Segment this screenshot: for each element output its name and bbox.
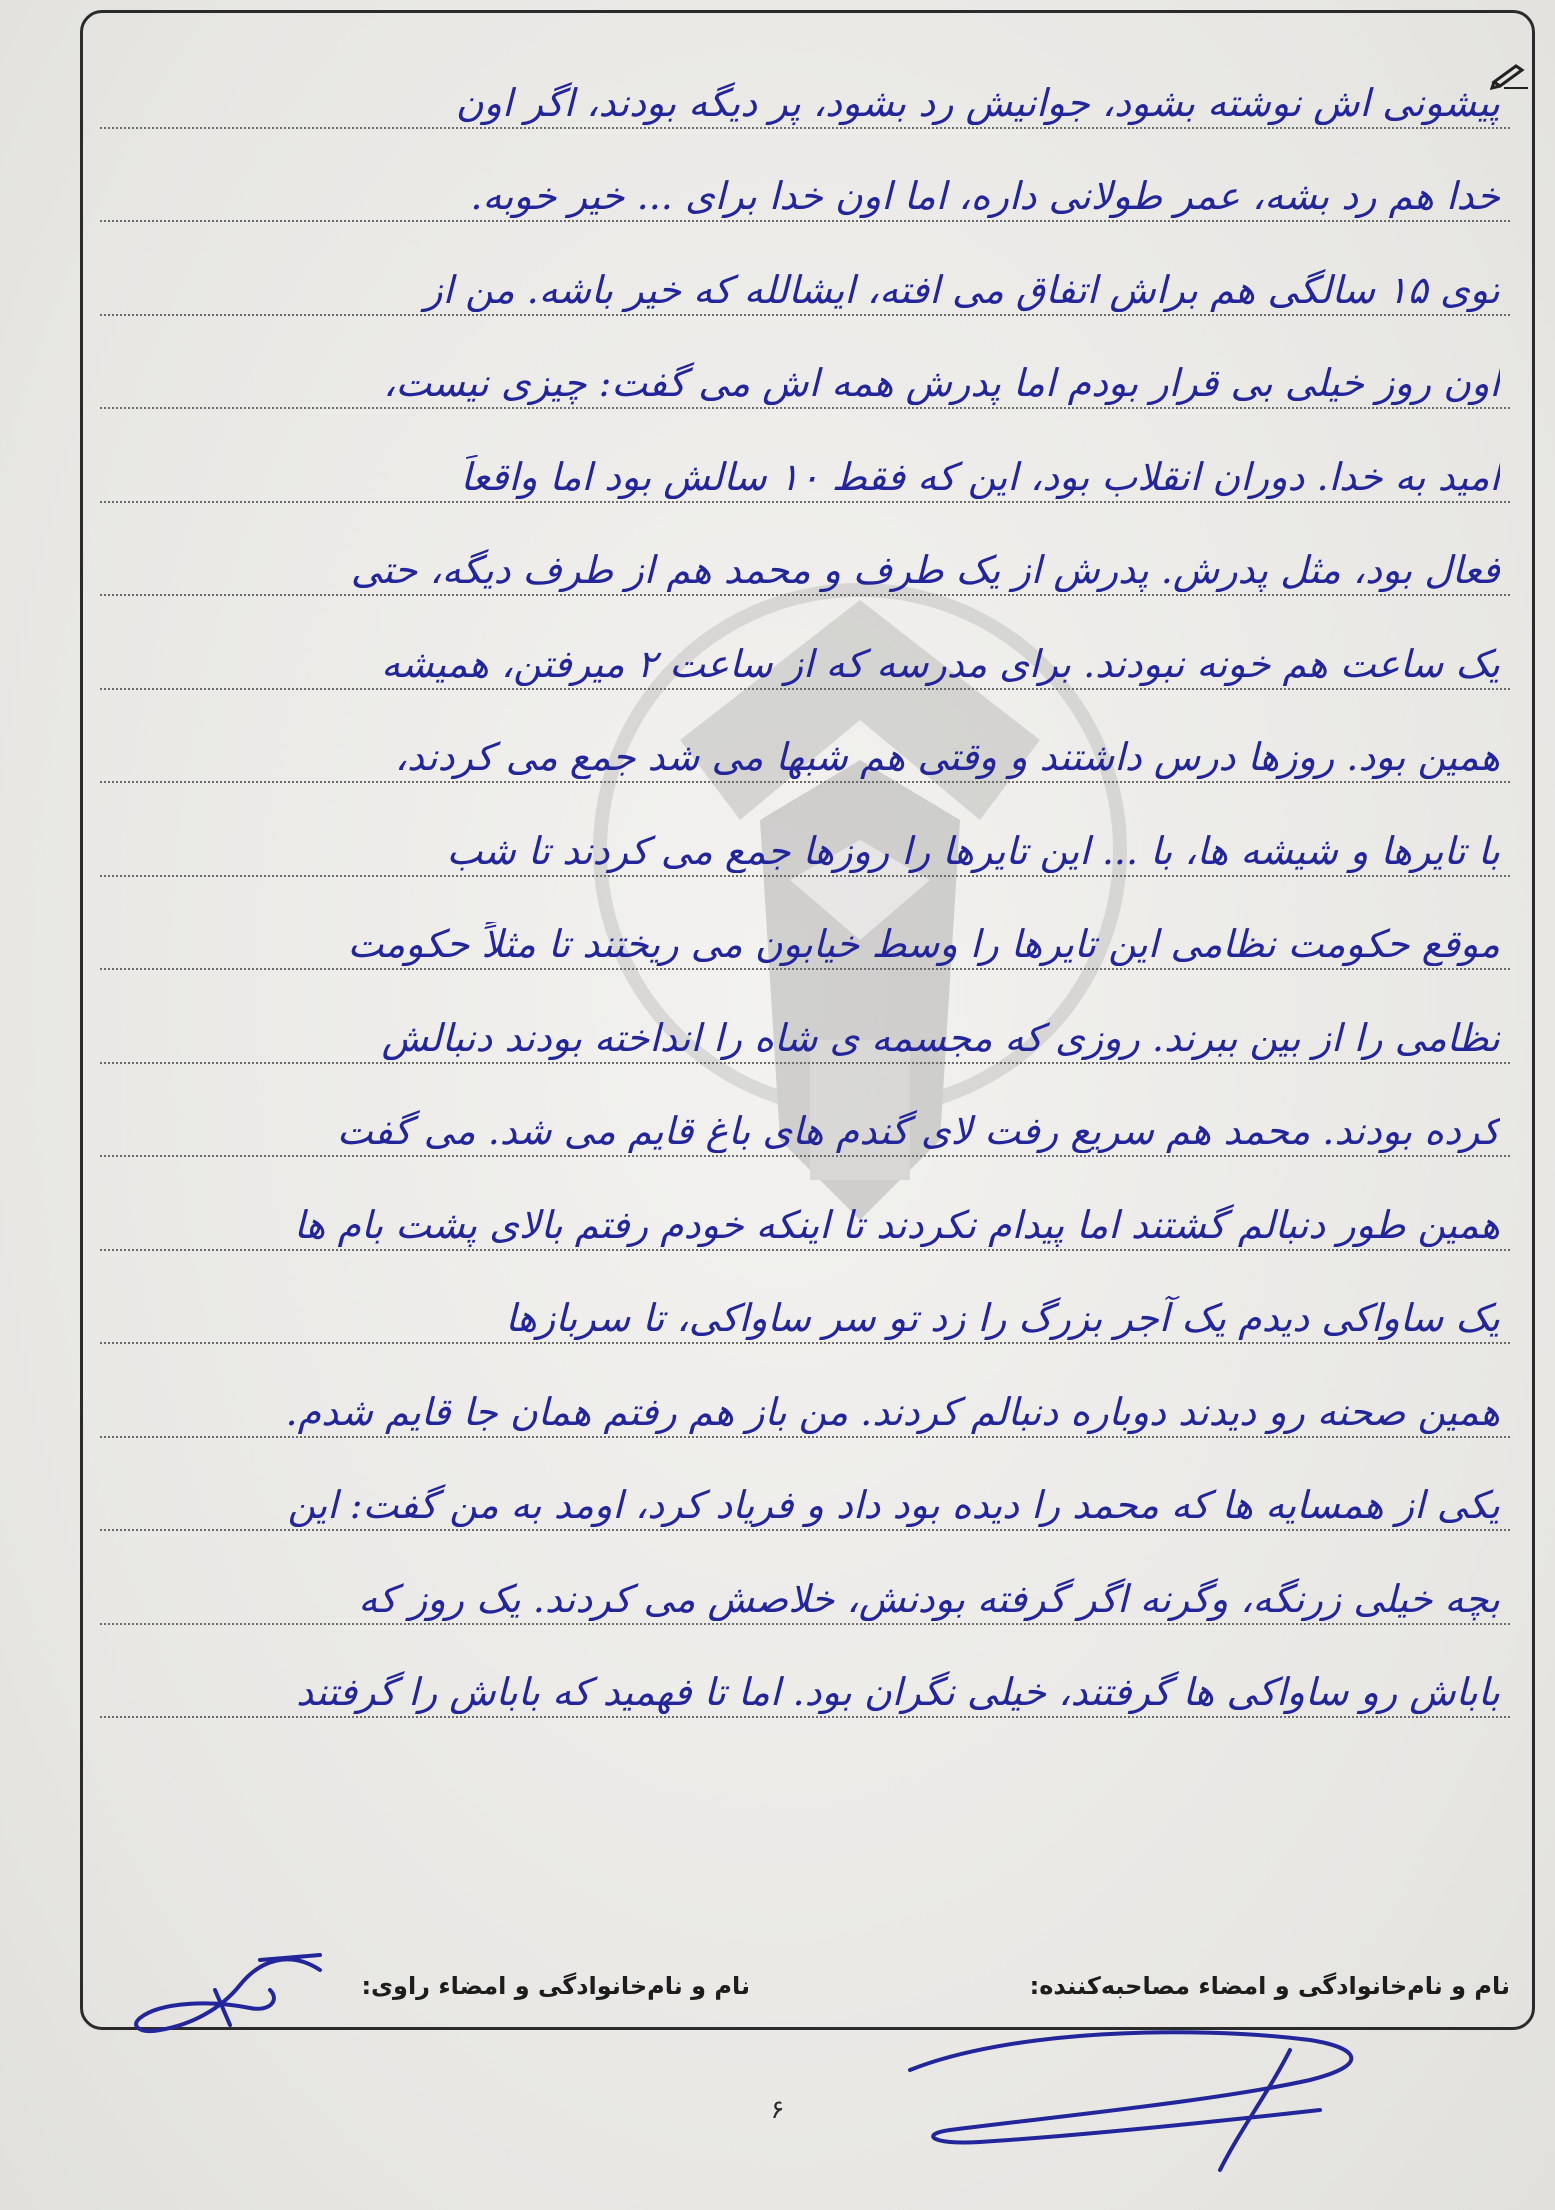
text-line	[100, 1261, 1510, 1355]
text-line	[100, 45, 1510, 139]
interviewer-signature-label: نام و نام‌خانوادگی و امضاء مصاحبه‌کننده:	[1029, 1972, 1510, 2000]
text-line	[100, 793, 1510, 887]
text-line	[100, 700, 1510, 794]
line-text: یک ساواکی دیدم یک آجر بزرگ را زد تو سر ساواکی، تا سربازها	[505, 1296, 1500, 1340]
text-line	[100, 1635, 1510, 1729]
text-line	[100, 1541, 1510, 1635]
handwritten-text-area	[100, 45, 1510, 1728]
text-line	[100, 606, 1510, 700]
text-line	[100, 326, 1510, 420]
line-text: توی ۱۵ سالگی هم براش اتفاق می افته، ایشالله که خیر باشه. من از	[424, 267, 1500, 312]
text-line	[100, 1074, 1510, 1168]
line-text: خدا هم رد بشه، عمر طولانی داره، اما اون خدا برای ... خیر خوبه.	[470, 174, 1500, 218]
line-text: کرده بودند. محمد هم سریع رفت لای گندم های باغ قایم می شد. می گفت	[336, 1109, 1500, 1153]
text-line	[100, 139, 1510, 233]
text-line	[100, 232, 1510, 326]
line-text: اون روز خیلی بی قرار بودم اما پدرش همه اش می گفت: چیزی نیست،	[383, 361, 1500, 405]
line-text: نظامی را از بین ببرند. روزی که مجسمه ی شاه را انداخته بودند دنبالش	[381, 1015, 1500, 1060]
line-text: امید به خدا. دوران انقلاب بود، این که فقط ۱۰ سالش بود اما واقعاً	[460, 454, 1500, 499]
line-text: یکی از همسایه ها که محمد را دیده بود داد و فریاد کرد، اومد به من گفت: این	[287, 1483, 1500, 1527]
text-line	[100, 887, 1510, 981]
text-line	[100, 513, 1510, 607]
page-number: ۶	[770, 2095, 785, 2125]
line-text: یک ساعت هم خونه نبودند. برای مدرسه که از ساعت ۲ میرفتن، همیشه	[381, 641, 1500, 686]
text-line	[100, 419, 1510, 513]
narrator-signature	[120, 1930, 350, 2050]
text-line	[100, 1167, 1510, 1261]
line-text: همین بود. روزها درس داشتند و وقتی هم شبها می شد جمع می کردند،	[394, 735, 1500, 779]
text-line	[100, 1354, 1510, 1448]
text-line	[100, 1448, 1510, 1542]
narrator-signature-label: نام و نام‌خانوادگی و امضاء راوی:	[361, 1972, 750, 2000]
line-text: همین صحنه رو دیدند دوباره دنبالم کردند. من باز هم رفتم همان جا قایم شدم.	[285, 1389, 1500, 1434]
line-text: پیشونی اش نوشته بشود، جوانیش رد بشود، پر دیگه بودند، اگر اون	[455, 80, 1500, 125]
line-text: موقع حکومت نظامی این تایرها را وسط خیابون می ریختند تا مثلاً حکومت	[347, 922, 1500, 966]
line-text: همین طور دنبالم گشتند اما پیدام نکردند تا اینکه خودم رفتم بالای پشت بام ها	[293, 1202, 1500, 1247]
line-text: باباش رو ساواکی ها گرفتند، خیلی نگران بود. اما تا فهمید که باباش را گرفتند	[296, 1670, 1500, 1714]
line-text: با تایرها و شیشه ها، با ... این تایرها را روزها جمع می کردند تا شب	[446, 828, 1500, 873]
line-text: فعال بود، مثل پدرش. پدرش از یک طرف و محمد هم از طرف دیگه، حتی	[350, 548, 1500, 592]
line-text: بچه خیلی زرنگه، وگرنه اگر گرفته بودنش، خلاصش می کردند. یک روز که	[358, 1576, 1500, 1621]
text-line	[100, 980, 1510, 1074]
